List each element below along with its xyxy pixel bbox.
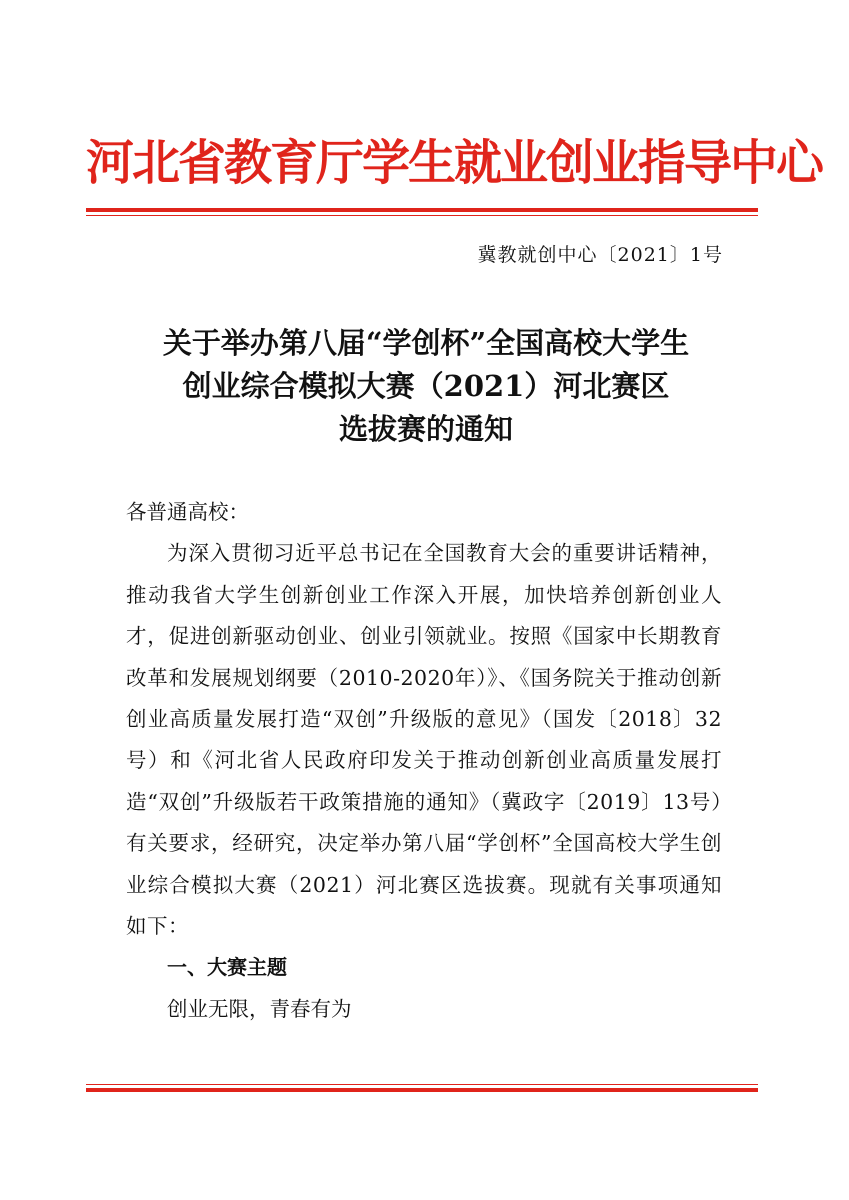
notice-title-line-3: 选拔赛的通知 <box>338 412 513 446</box>
notice-title-line-1: 关于举办第八届“学创杯”全国高校大学生 <box>162 326 690 360</box>
org-header-title: 河北省教育厅学生就业创业指导中心 <box>86 135 823 191</box>
footer-divider-thin <box>86 1084 758 1085</box>
salutation: 各普通高校： <box>126 500 249 524</box>
theme-text: 创业无限，青春有为 <box>167 996 352 1021</box>
intro-paragraph: 为深入贯彻习近平总书记在全国教育大会的重要讲话精神，推动我省大学生创新创业工作深入开展，加快培养创新创业人才，促进创新驱动创业、创业引领就业。按照《国家中长期教育改革和发展规划纲要（2010-2020年）》、《国务院关于推动创新创业高质量发展打造“双创”升级版的意见》（国发〔2018〕32号）和《河北省人民政府印发关于推动创新创业高质量发展打造“双创”升级版若干政策措施的通知》（冀政字〔2019〕13号）有关要求，经研究，决定举办第八届“学创杯”全国高校大学生创业综合模拟大赛（2021）河北赛区选拔赛。现就有关事项通知如下： <box>126 541 722 939</box>
notice-title <box>86 322 766 451</box>
header-divider-thick <box>86 208 758 212</box>
document-number: 冀教就创中心〔2021〕1号 <box>477 244 723 266</box>
notice-title-line-2: 创业综合模拟大赛（2021）河北赛区 <box>182 369 670 403</box>
notice-body <box>126 492 722 1030</box>
footer-divider-thick <box>86 1088 758 1092</box>
header-divider-thin <box>86 215 758 216</box>
section-heading-theme: 一、大赛主题 <box>167 955 287 980</box>
